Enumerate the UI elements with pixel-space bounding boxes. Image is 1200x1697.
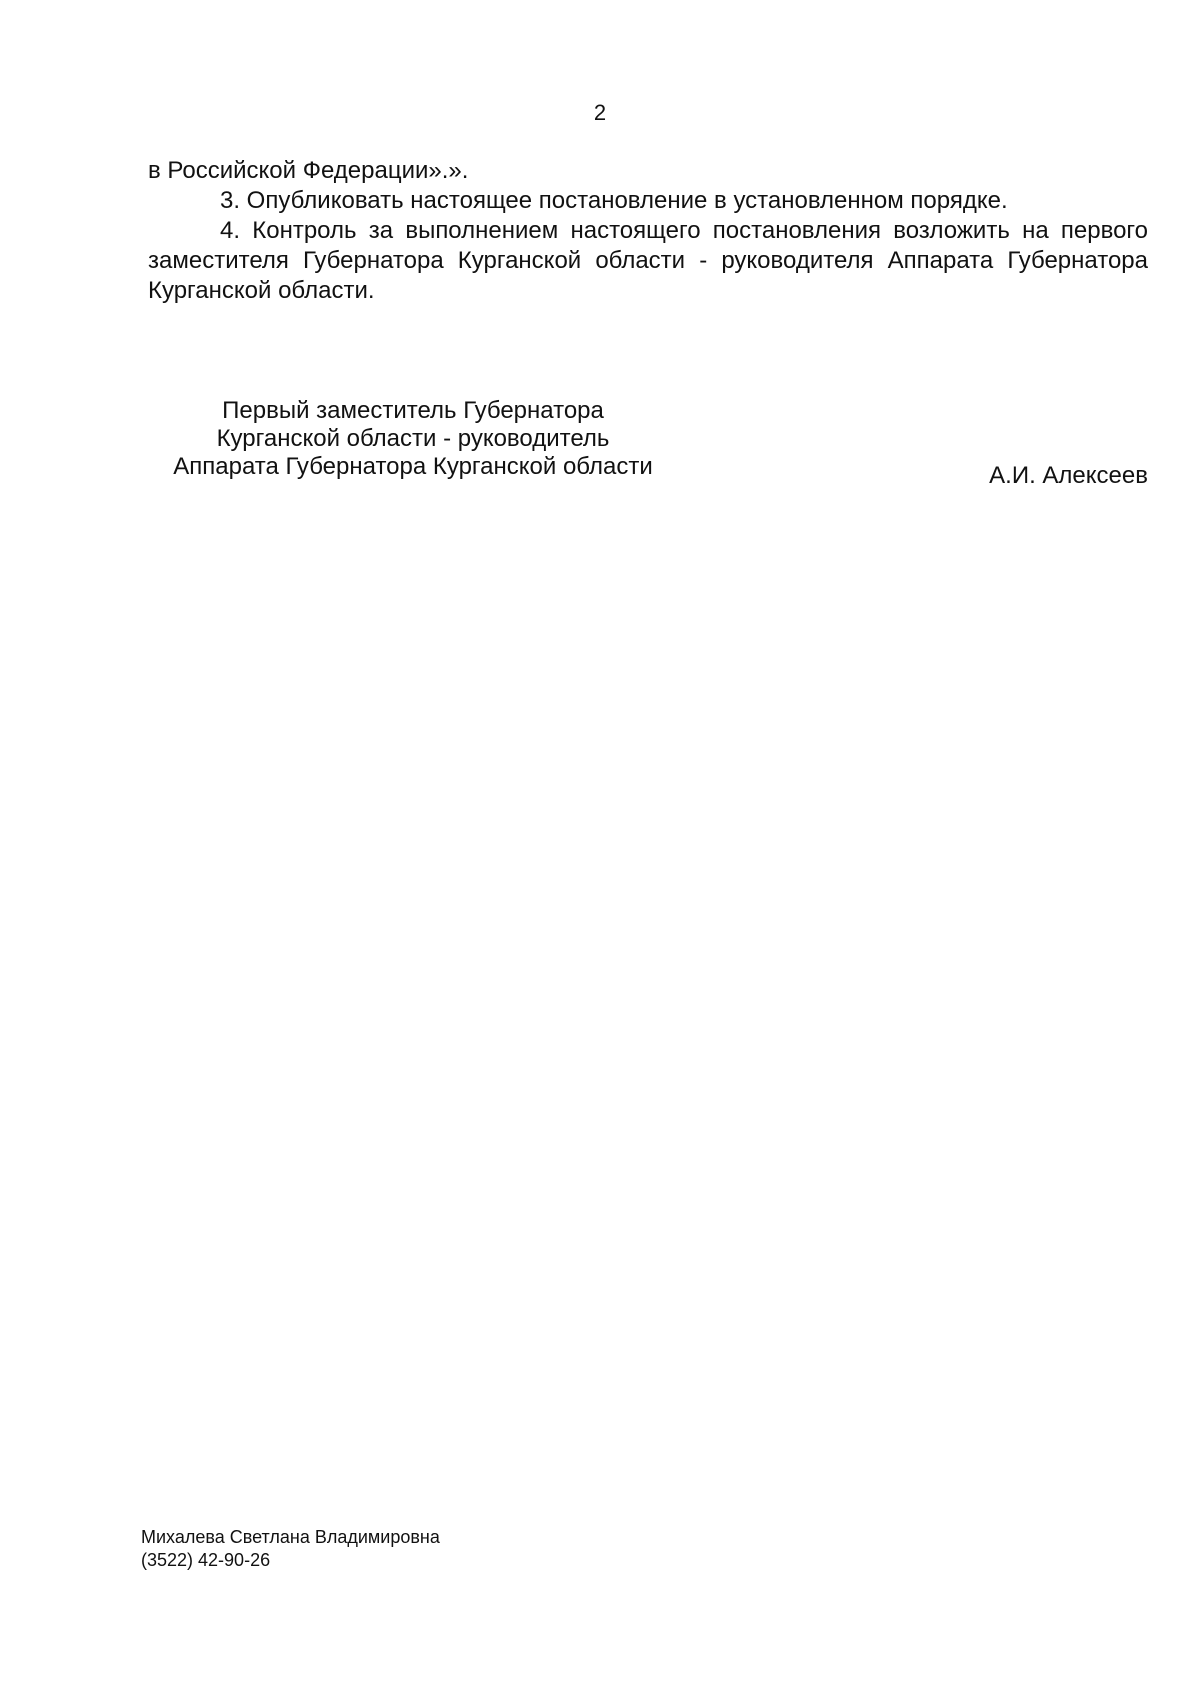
executor-name: Михалева Светлана Владимировна	[141, 1527, 440, 1547]
signatory-position	[148, 397, 678, 481]
paragraph-item-3: 3. Опубликовать настоящее постановление в установленном порядке.	[220, 187, 1008, 214]
paragraph-continuation: в Российской Федерации».».	[148, 157, 469, 184]
paragraph-item-4: 4. Контроль за выполнением настоящего постановления возложить на первого заместителя Губернатора Курганской области - руководителя Аппарата Губернатора Курганской области.	[148, 217, 1148, 304]
document-body	[148, 156, 1148, 306]
executor-info	[141, 1526, 440, 1572]
page-number: 2	[593, 100, 607, 125]
signatory-position-line-2: Курганской области - руководитель	[216, 425, 610, 452]
signatory-position-line-3: Аппарата Губернатора Курганской области	[173, 453, 653, 480]
signatory-name: А.И. Алексеев	[989, 462, 1148, 489]
executor-phone: (3522) 42-90-26	[141, 1550, 271, 1570]
signatory-position-line-1: Первый заместитель Губернатора	[222, 397, 604, 424]
